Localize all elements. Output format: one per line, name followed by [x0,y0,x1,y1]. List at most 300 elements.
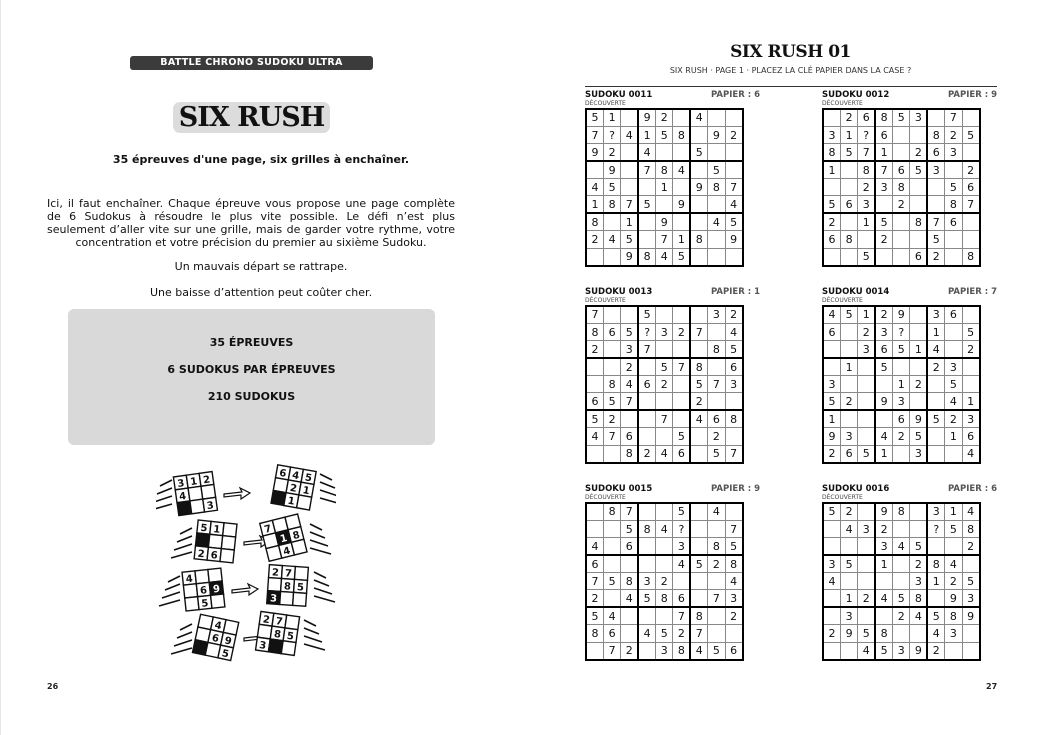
grid-cell [927,445,944,462]
grid-row [586,213,743,230]
grid-cell [927,196,944,213]
grid-row [823,126,980,143]
grid-cell: 8 [962,248,979,265]
grid-cell: 4 [823,573,840,590]
grid-cell: 6 [673,445,690,462]
grid-cell: 9 [910,642,927,659]
puzzle-header [585,90,760,100]
grid-row [586,590,743,607]
grid-cell: 1 [586,196,603,213]
grid-cell [962,109,979,126]
grid-cell: 5 [840,306,857,323]
grid-cell: 9 [603,161,620,178]
grid-cell [603,306,620,323]
puzzle-paper-key: PAPIER : 6 [710,90,760,100]
grid-cell: 5 [708,161,725,178]
grid-cell [708,196,725,213]
grid-cell: 2 [858,590,875,607]
grid-cell [638,503,655,520]
grid-cell: 1 [910,341,927,358]
grid-cell: 7 [638,341,655,358]
grid-cell [603,590,620,607]
puzzle-name: SUDOKU 0015 [585,484,653,494]
svg-text:4: 4 [178,490,187,503]
grid-cell: 9 [875,393,892,410]
grid-row [586,196,743,213]
grid-cell [725,503,742,520]
grid-cell: 6 [910,248,927,265]
grid-cell [673,144,690,161]
sudoku-puzzle [822,287,997,464]
svg-text:6: 6 [209,550,219,562]
grid-row [823,573,980,590]
grid-cell: 5 [603,393,620,410]
grid-cell: 5 [673,428,690,445]
grid-cell: 5 [621,520,638,537]
grid-cell: 3 [708,306,725,323]
grid-row [823,625,980,642]
grid-cell: 2 [621,642,638,659]
grid-row [823,161,980,178]
grid-cell [708,573,725,590]
grid-row [823,410,980,427]
grid-cell [823,642,840,659]
grid-cell [858,538,875,555]
grid-cell: 5 [690,376,707,393]
grid-cell [893,555,910,572]
grid-cell: 3 [656,642,673,659]
grid-cell: 6 [962,179,979,196]
grid-cell: 2 [945,410,962,427]
grid-cell: 1 [603,109,620,126]
grid-cell [586,445,603,462]
puzzle-name: SUDOKU 0012 [822,90,890,100]
grid-cell [708,323,725,340]
speed-lines [310,524,331,554]
grid-cell: 4 [586,179,603,196]
grid-cell: 2 [673,625,690,642]
grid-cell [673,179,690,196]
grid-cell: 5 [586,410,603,427]
grid-cell: 6 [945,213,962,230]
svg-text:6: 6 [199,585,208,597]
grid-cell: 4 [725,196,742,213]
svg-text:9: 9 [212,583,221,596]
grid-cell: 7 [673,607,690,624]
grid-cell: 2 [893,607,910,624]
grid-cell [858,376,875,393]
svg-text:3: 3 [258,640,267,652]
flying-sudoku-illustration [156,462,336,667]
grid-cell: 3 [910,109,927,126]
grid-cell [638,555,655,572]
grid-cell [603,538,620,555]
grid-cell [586,161,603,178]
grid-cell [690,126,707,143]
grid-cell: 6 [708,410,725,427]
grid-cell: 2 [725,126,742,143]
grid-cell: 1 [840,126,857,143]
grid-cell: 8 [725,555,742,572]
grid-cell: 5 [621,231,638,248]
grid-cell: 6 [875,126,892,143]
grid-cell: 4 [875,590,892,607]
grid-row [586,341,743,358]
svg-text:2: 2 [197,548,206,561]
speed-lines [159,576,180,606]
grid-cell: 2 [586,341,603,358]
grid-cell [840,248,857,265]
grid-cell [840,179,857,196]
svg-text:5: 5 [304,472,313,485]
grid-cell [962,213,979,230]
grid-cell [603,445,620,462]
grid-row [823,306,980,323]
grid-cell: 1 [962,393,979,410]
page-number-right: 27 [986,682,998,691]
grid-row [823,341,980,358]
puzzle-header [585,287,760,297]
grid-cell: 9 [586,144,603,161]
grid-cell [603,555,620,572]
grid-cell [893,520,910,537]
grid-cell [690,161,707,178]
grid-cell [586,358,603,375]
grid-cell: 3 [893,642,910,659]
grid-cell: 8 [708,538,725,555]
grid-cell: 8 [927,126,944,143]
grid-cell: 8 [603,196,620,213]
grid-cell [603,341,620,358]
grid-cell: 4 [673,555,690,572]
grid-cell: 4 [708,213,725,230]
speed-lines [304,620,325,650]
grid-cell [673,573,690,590]
grid-cell: 2 [603,144,620,161]
grid-cell [823,109,840,126]
grid-cell [927,393,944,410]
grid-cell [690,428,707,445]
grid-cell [638,393,655,410]
grid-cell: 6 [823,323,840,340]
chapter-subtitle: 35 épreuves d'une page, six grilles à enchaîner. [112,153,410,166]
grid-cell: 5 [945,376,962,393]
puzzle-name: SUDOKU 0013 [585,287,653,297]
grid-row [823,393,980,410]
grid-cell: 1 [945,428,962,445]
svg-text:7: 7 [263,523,273,536]
grid-cell: 2 [927,358,944,375]
grid-cell: 9 [621,248,638,265]
grid-cell: 3 [823,126,840,143]
grid-cell: 3 [893,393,910,410]
grid-cell: 3 [823,555,840,572]
grid-row [586,358,743,375]
grid-cell: 2 [875,231,892,248]
grid-cell [708,625,725,642]
grid-cell: 6 [621,538,638,555]
grid-cell: 1 [638,126,655,143]
grid-cell [690,306,707,323]
grid-cell: 6 [823,231,840,248]
grid-cell: 8 [673,642,690,659]
grid-cell [893,625,910,642]
grid-cell: 2 [927,248,944,265]
grid-cell: 7 [586,126,603,143]
grid-cell: 7 [621,196,638,213]
puzzle-name: SUDOKU 0014 [822,287,890,297]
grid-cell: 8 [927,555,944,572]
grid-cell [840,341,857,358]
grid-cell: 3 [927,161,944,178]
intro-paragraph: Ici, il faut enchaîner. Chaque épreuve vous propose une page complète de 6 Sudokus à résoudre le plus vite possible. Le défi n’est plus seulement d’aller vite sur une grille, mais de garder votre rythme, votre concentration et votre précision du premier au sixième Sudoku. [47,197,455,249]
grid-cell [621,555,638,572]
grid-cell: 6 [725,642,742,659]
grid-cell [893,213,910,230]
grid-cell [927,590,944,607]
grid-cell: 5 [823,196,840,213]
mini-sudoku-block [260,514,307,562]
grid-row [823,196,980,213]
grid-cell: 7 [708,376,725,393]
grid-cell: 8 [875,109,892,126]
grid-cell: 9 [910,410,927,427]
sudoku-puzzle [585,484,760,661]
grid-cell: 3 [875,179,892,196]
grid-cell: 6 [858,109,875,126]
series-banner: BATTLE CHRONO SUDOKU ULTRA [130,56,373,70]
grid-cell: 8 [638,248,655,265]
sudoku-grid [822,108,981,267]
grid-cell: 2 [638,445,655,462]
grid-cell: 1 [875,555,892,572]
grid-cell: 8 [621,573,638,590]
grid-cell [690,341,707,358]
grid-cell: 1 [840,358,857,375]
grid-cell: 2 [945,126,962,143]
grid-cell [875,607,892,624]
speed-lines [171,528,192,558]
grid-row [586,161,743,178]
grid-cell [962,625,979,642]
grid-cell [638,213,655,230]
grid-cell: 6 [945,306,962,323]
grid-cell [656,538,673,555]
svg-text:8: 8 [273,628,282,641]
grid-cell [893,144,910,161]
grid-cell: 6 [603,323,620,340]
sudoku-grid [822,502,981,661]
grid-cell: 9 [945,590,962,607]
speed-lines [171,624,192,654]
grid-cell [690,213,707,230]
grid-cell: 8 [823,144,840,161]
arrow-icon [224,488,250,499]
grid-cell: 5 [893,341,910,358]
mini-sudoku-block [192,614,238,661]
svg-text:1: 1 [212,524,221,536]
grid-cell: 8 [586,213,603,230]
grid-cell: 4 [586,428,603,445]
grid-cell: 8 [656,590,673,607]
grid-row [586,231,743,248]
grid-cell [823,248,840,265]
stats-box [68,309,435,445]
grid-cell [690,196,707,213]
grid-cell [656,144,673,161]
grid-cell: 5 [725,538,742,555]
grid-cell: 7 [603,642,620,659]
grid-cell: 7 [962,196,979,213]
grid-cell: 4 [962,503,979,520]
grid-row [586,410,743,427]
grid-cell [823,590,840,607]
grid-cell [690,538,707,555]
svg-text:4: 4 [185,573,194,586]
grid-cell [962,306,979,323]
grid-cell [725,428,742,445]
grid-row [586,393,743,410]
grid-cell [603,248,620,265]
grid-cell [656,607,673,624]
sudoku-puzzle [822,90,997,267]
grid-cell: 2 [893,428,910,445]
grid-cell: 5 [656,625,673,642]
grid-cell [823,607,840,624]
grid-cell [945,323,962,340]
grid-cell [910,520,927,537]
svg-text:8: 8 [291,529,302,543]
grid-cell: 3 [945,358,962,375]
grid-cell [927,179,944,196]
grid-cell [840,323,857,340]
mini-sudoku-block [194,520,237,563]
key-cell: ? [858,126,875,143]
grid-cell [586,642,603,659]
grid-cell: 2 [858,179,875,196]
grid-cell: 5 [875,642,892,659]
grid-cell: 4 [840,520,857,537]
grid-cell: 9 [690,179,707,196]
grid-cell: 5 [927,607,944,624]
grid-cell [656,306,673,323]
grid-cell: 3 [962,410,979,427]
key-cell: ? [893,323,910,340]
grid-cell [910,306,927,323]
grid-row [823,248,980,265]
grid-row [823,323,980,340]
grid-cell [725,109,742,126]
grid-cell: 5 [858,445,875,462]
grid-row [586,642,743,659]
grid-cell [910,358,927,375]
grid-row [823,520,980,537]
grid-row [823,376,980,393]
grid-cell: 8 [910,213,927,230]
grid-cell [962,376,979,393]
grid-cell [638,428,655,445]
key-cell: ? [927,520,944,537]
mini-sudoku-block [255,611,299,656]
grid-cell [638,607,655,624]
grid-row [586,126,743,143]
grid-cell: 2 [910,555,927,572]
grid-cell [690,573,707,590]
mini-sudoku-block [267,565,309,607]
grid-cell: 6 [586,393,603,410]
grid-cell: 3 [725,590,742,607]
sudoku-grid [585,305,744,464]
grid-cell: 8 [708,179,725,196]
grid-cell [823,520,840,537]
mini-sudoku-block [271,465,316,511]
svg-text:5: 5 [286,630,295,643]
svg-text:5: 5 [199,522,208,535]
grid-cell: 6 [962,428,979,445]
grid-cell: 9 [638,109,655,126]
grid-cell [910,179,927,196]
grid-cell: 7 [858,144,875,161]
grid-cell [927,376,944,393]
grid-row [823,503,980,520]
grid-cell: 4 [638,625,655,642]
grid-cell [858,231,875,248]
grid-cell: 7 [656,231,673,248]
grid-row [823,607,980,624]
grid-cell: 8 [673,126,690,143]
sudoku-puzzle [585,90,760,267]
puzzle-level: DÉCOUVERTE [585,494,626,501]
grid-cell: 4 [656,445,673,462]
grid-row [586,538,743,555]
grid-row [823,642,980,659]
key-cell: ? [603,126,620,143]
grid-cell: 3 [910,573,927,590]
grid-cell: 2 [927,642,944,659]
stat-sudokus-per-epreuve: 6 SUDOKUS PAR ÉPREUVES [167,363,336,376]
sudoku-puzzle [822,484,997,661]
grid-cell: 3 [927,306,944,323]
grid-cell [673,410,690,427]
puzzle-paper-key: PAPIER : 7 [947,287,997,297]
grid-cell [725,248,742,265]
grid-cell [673,341,690,358]
grid-cell: 1 [858,306,875,323]
grid-cell: 2 [725,306,742,323]
grid-row [586,625,743,642]
grid-cell: 4 [638,144,655,161]
grid-cell: 4 [621,590,638,607]
grid-cell: 2 [840,393,857,410]
grid-cell: 5 [875,213,892,230]
grid-cell: 2 [621,358,638,375]
grid-cell: 7 [586,306,603,323]
grid-row [823,231,980,248]
grid-cell [725,144,742,161]
grid-cell: 5 [656,126,673,143]
grid-cell [945,642,962,659]
grid-cell: 5 [840,144,857,161]
page-number-left: 26 [47,682,59,691]
grid-cell [927,109,944,126]
grid-cell: 8 [840,231,857,248]
grid-cell [708,248,725,265]
grid-row [823,428,980,445]
speed-lines [320,474,336,504]
grid-cell [586,520,603,537]
grid-cell: 7 [875,161,892,178]
grid-cell [858,503,875,520]
